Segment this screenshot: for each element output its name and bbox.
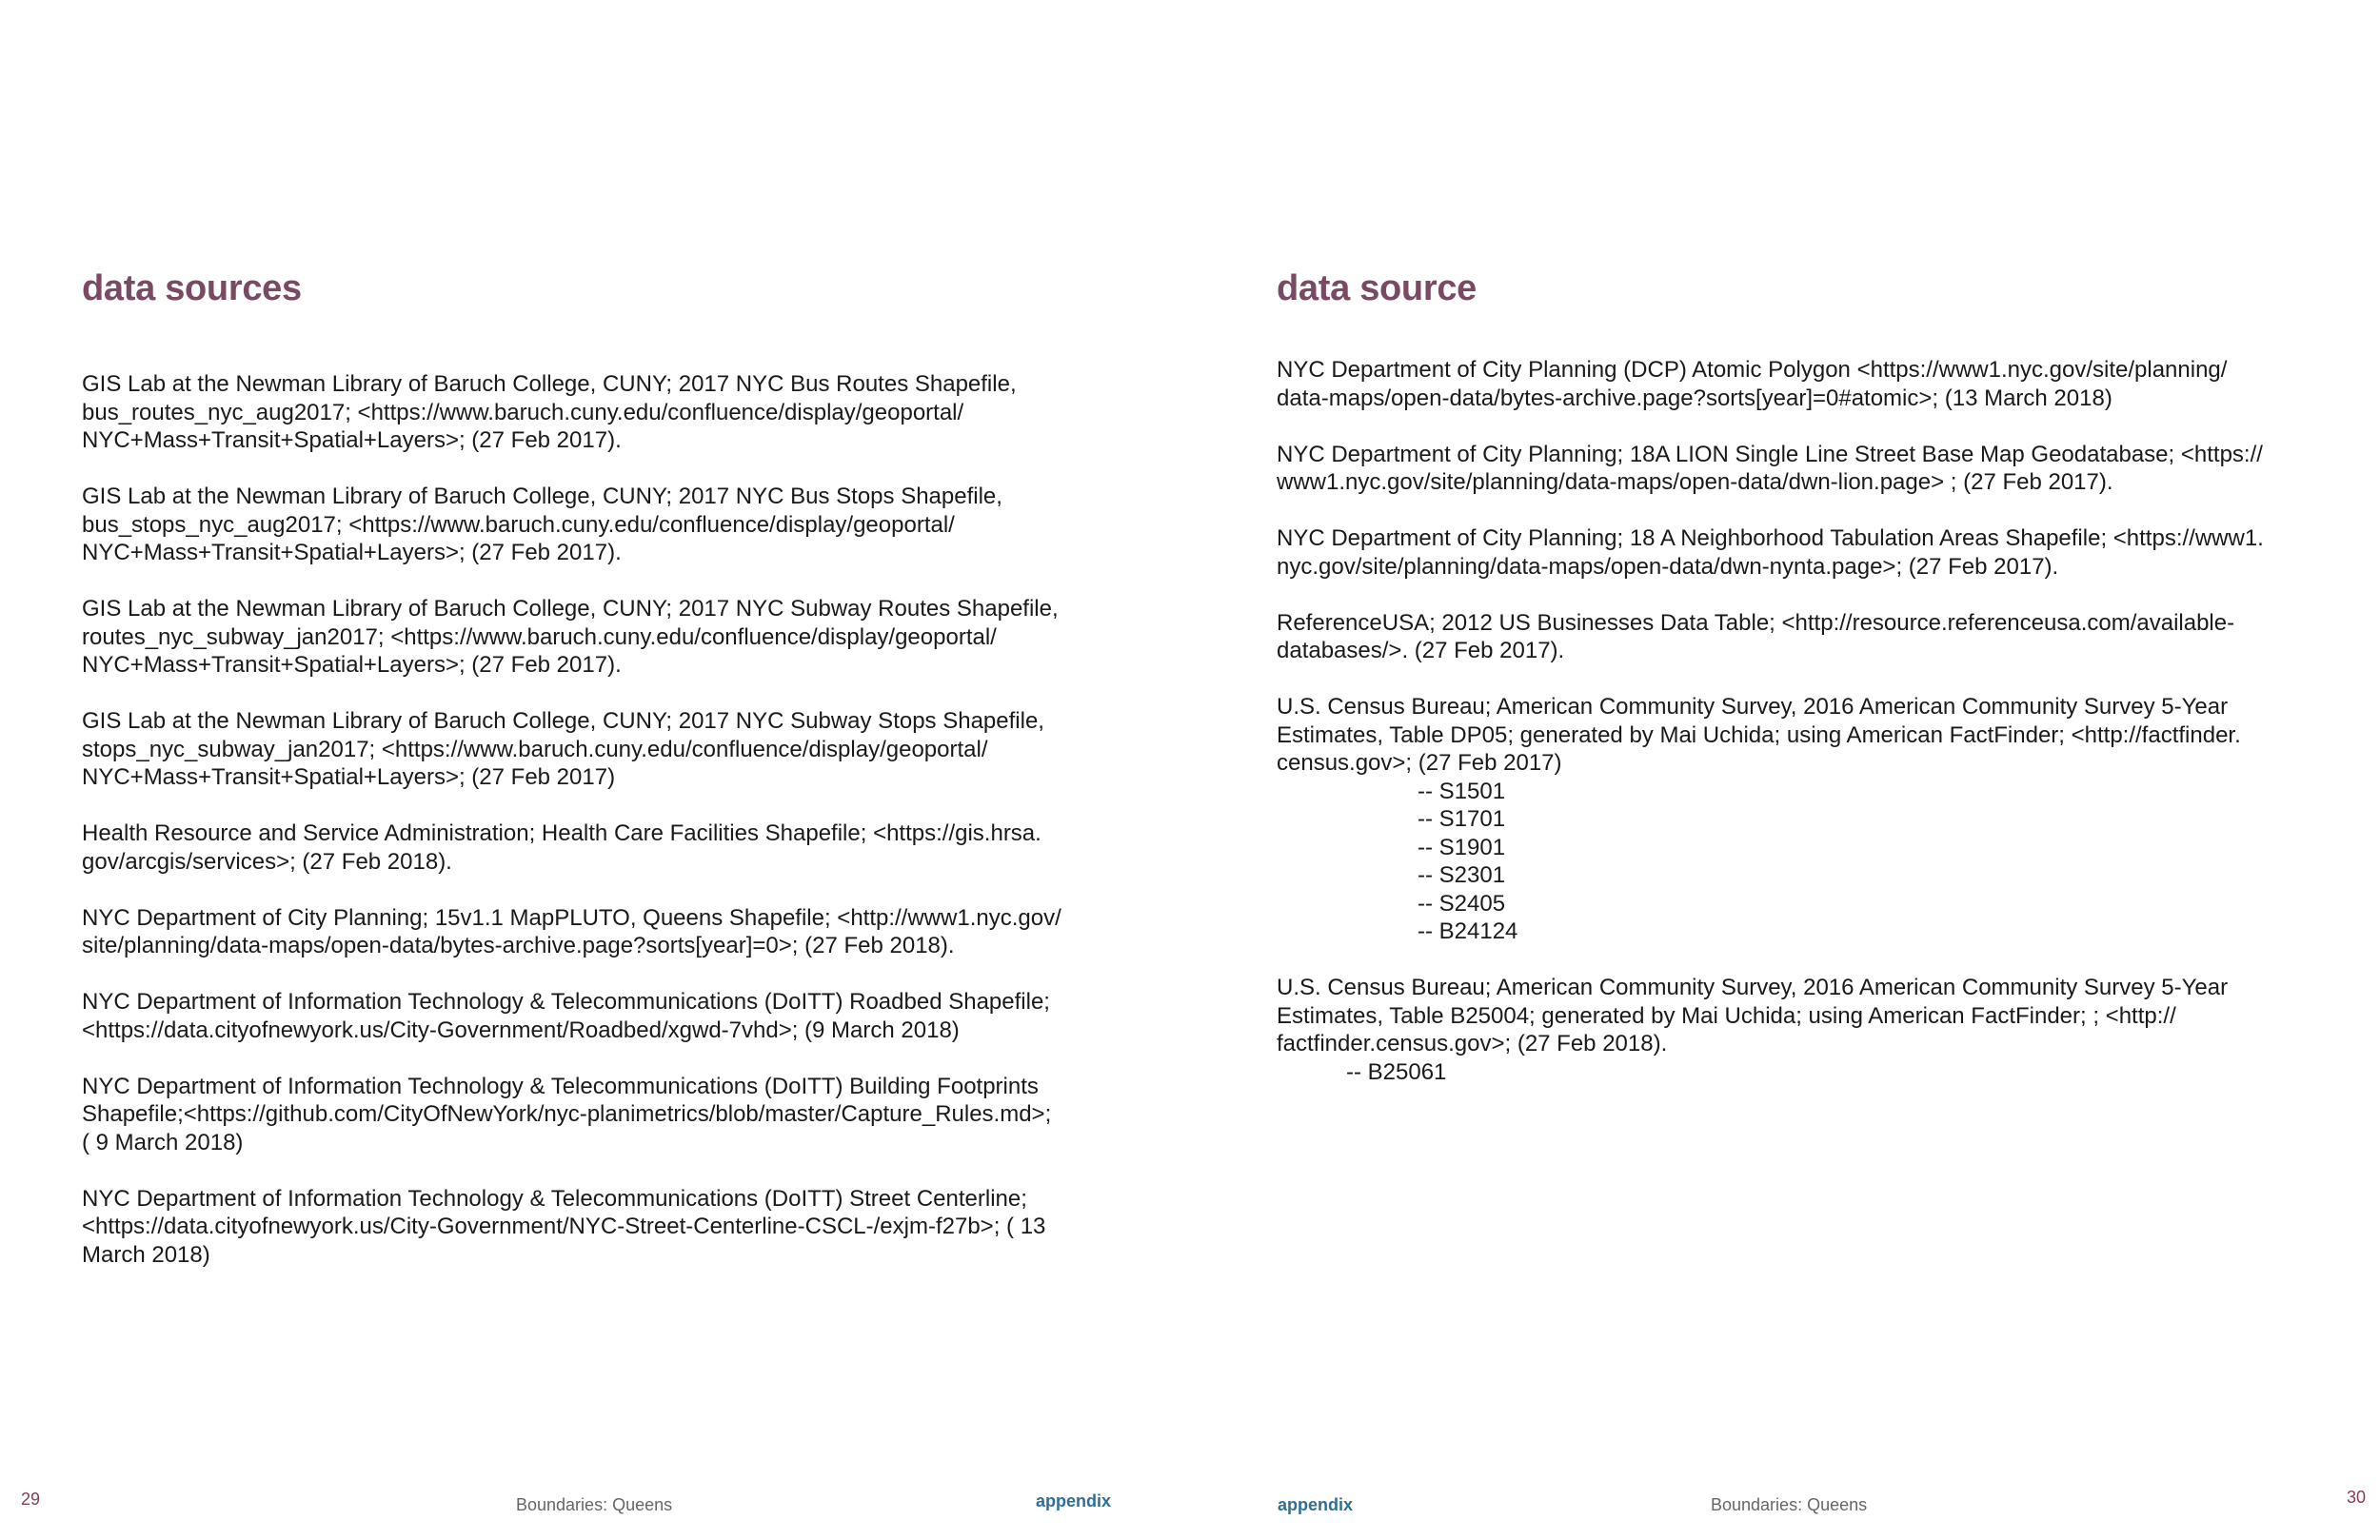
reference-line: site/planning/data-maps/open-data/bytes-archive.page?sorts[year]=0>; (27 Feb 2018). — [82, 933, 955, 958]
reference-line: NYC Department of City Planning (DCP) Atomic Polygon <https://www1.nyc.gov/site/planning/ — [1277, 357, 2228, 383]
reference-line: Estimates, Table DP05; generated by Mai Uchida; using American FactFinder; <http://factfinder. — [1277, 721, 2241, 748]
page-number: 29 — [21, 1490, 41, 1509]
reference-entry — [1277, 356, 2357, 412]
footer-section: appendix — [1036, 1491, 1112, 1510]
reference-entry — [82, 1185, 1139, 1270]
reference-line: <https://data.cityofnewyork.us/City-Government/NYC-Street-Centerline-CSCL-/exjm-f27b>; ( 13 — [82, 1214, 1046, 1239]
reference-line: GIS Lab at the Newman Library of Baruch College, CUNY; 2017 NYC Subway Routes Shapefile, — [82, 596, 1059, 622]
page-heading: data source — [1277, 268, 1478, 308]
reference-line: NYC+Mass+Transit+Spatial+Layers>; (27 Feb 2017). — [82, 427, 622, 453]
reference-entry — [1277, 609, 2357, 665]
table-code-item: -- S1901 — [1418, 834, 1506, 860]
reference-entry — [82, 819, 1139, 876]
reference-list — [1277, 356, 2357, 1115]
reference-list — [82, 370, 1139, 1297]
reference-entry — [82, 595, 1139, 680]
right-page — [1190, 0, 2380, 1540]
reference-line: NYC Department of Information Technology & Telecommunications (DoITT) Building Footprints — [82, 1073, 1039, 1099]
table-code-item: -- B25061 — [1346, 1058, 1447, 1085]
reference-line: routes_nyc_subway_jan2017; <https://www.baruch.cuny.edu/confluence/display/geoportal/ — [82, 623, 997, 650]
reference-line: stops_nyc_subway_jan2017; <https://www.baruch.cuny.edu/confluence/display/geoportal/ — [82, 736, 988, 762]
table-code-list — [1277, 1058, 2357, 1087]
table-code-item: -- S1701 — [1418, 806, 1506, 832]
table-code-item: -- B24124 — [1418, 918, 1518, 944]
page-heading: data sources — [82, 268, 302, 308]
reference-line: NYC Department of City Planning; 15v1.1 MapPLUTO, Queens Shapefile; <http://www1.nyc.gov/ — [82, 904, 1061, 931]
table-code-item: -- S1501 — [1418, 778, 1506, 804]
reference-line: factfinder.census.gov>; (27 Feb 2018). — [1277, 1031, 1668, 1056]
reference-entry — [1277, 524, 2357, 581]
reference-line: databases/>. (27 Feb 2017). — [1277, 638, 1565, 663]
table-code-item: -- S2301 — [1418, 862, 1506, 888]
footer-section: appendix — [1278, 1495, 1354, 1514]
reference-entry — [82, 483, 1139, 567]
reference-line: NYC Department of Information Technology & Telecommunications (DoITT) Roadbed Shapefile; — [82, 989, 1050, 1015]
table-code-item: -- S2405 — [1418, 890, 1506, 917]
reference-line: NYC+Mass+Transit+Spatial+Layers>; (27 Feb 2017). — [82, 540, 622, 565]
reference-line: census.gov>; (27 Feb 2017) — [1277, 750, 1562, 776]
footer-title: Boundaries: Queens — [516, 1495, 673, 1514]
reference-line: U.S. Census Bureau; American Community Survey, 2016 American Community Survey 5-Year — [1277, 975, 2229, 1000]
reference-line: Estimates, Table B25004; generated by Mai Uchida; using American FactFinder; ; <http:// — [1277, 1002, 2176, 1029]
reference-entry — [82, 707, 1139, 792]
reference-line: U.S. Census Bureau; American Community Survey, 2016 American Community Survey 5-Year — [1277, 694, 2229, 720]
reference-line: NYC Department of City Planning; 18 A Neighborhood Tabulation Areas Shapefile; <https://www1. — [1277, 525, 2264, 551]
reference-line: ReferenceUSA; 2012 US Businesses Data Table; <http://resource.referenceusa.com/available- — [1277, 609, 2235, 636]
reference-entry — [1277, 441, 2357, 497]
reference-line: GIS Lab at the Newman Library of Baruch College, CUNY; 2017 NYC Subway Stops Shapefile, — [82, 708, 1044, 734]
reference-line: GIS Lab at the Newman Library of Baruch College, CUNY; 2017 NYC Bus Stops Shapefile, — [82, 484, 1002, 509]
reference-line: bus_routes_nyc_aug2017; <https://www.baruch.cuny.edu/confluence/display/geoportal/ — [82, 399, 964, 425]
reference-entry — [1277, 693, 2357, 946]
reference-line: ( 9 March 2018) — [82, 1129, 244, 1155]
reference-line: data-maps/open-data/bytes-archive.page?sorts[year]=0#atomic>; (13 March 2018) — [1277, 385, 2112, 411]
reference-line: Shapefile;<https://github.com/CityOfNewYork/nyc-planimetrics/blob/master/Capture_Rules.md>; — [82, 1101, 1052, 1127]
reference-line: March 2018) — [82, 1241, 210, 1268]
footer-title: Boundaries: Queens — [1711, 1495, 1868, 1514]
reference-line: gov/arcgis/services>; (27 Feb 2018). — [82, 848, 452, 875]
reference-line: NYC+Mass+Transit+Spatial+Layers>; (27 Feb 2017) — [82, 764, 616, 790]
reference-line: bus_stops_nyc_aug2017; <https://www.baruch.cuny.edu/confluence/display/geoportal/ — [82, 511, 955, 538]
reference-entry — [82, 370, 1139, 455]
reference-line: GIS Lab at the Newman Library of Baruch College, CUNY; 2017 NYC Bus Routes Shapefile, — [82, 371, 1017, 397]
reference-line: NYC+Mass+Transit+Spatial+Layers>; (27 Feb 2017). — [82, 652, 622, 678]
reference-line: www1.nyc.gov/site/planning/data-maps/open-data/dwn-lion.page> ; (27 Feb 2017). — [1277, 469, 2113, 495]
reference-line: NYC Department of City Planning; 18A LION Single Line Street Base Map Geodatabase; <https:// — [1277, 441, 2263, 467]
table-code-list — [1277, 778, 2357, 946]
page-number: 30 — [2347, 1488, 2367, 1507]
reference-line: Health Resource and Service Administration; Health Care Facilities Shapefile; <https://gis.hrsa. — [82, 820, 1041, 846]
reference-entry — [1277, 974, 2357, 1086]
reference-line: NYC Department of Information Technology & Telecommunications (DoITT) Street Centerline; — [82, 1185, 1027, 1212]
reference-entry — [82, 988, 1139, 1044]
reference-line: nyc.gov/site/planning/data-maps/open-data/dwn-nynta.page>; (27 Feb 2017). — [1277, 553, 2059, 580]
reference-entry — [82, 1073, 1139, 1157]
reference-line: <https://data.cityofnewyork.us/City-Government/Roadbed/xgwd-7vhd>; (9 March 2018) — [82, 1017, 960, 1043]
reference-entry — [82, 904, 1139, 960]
